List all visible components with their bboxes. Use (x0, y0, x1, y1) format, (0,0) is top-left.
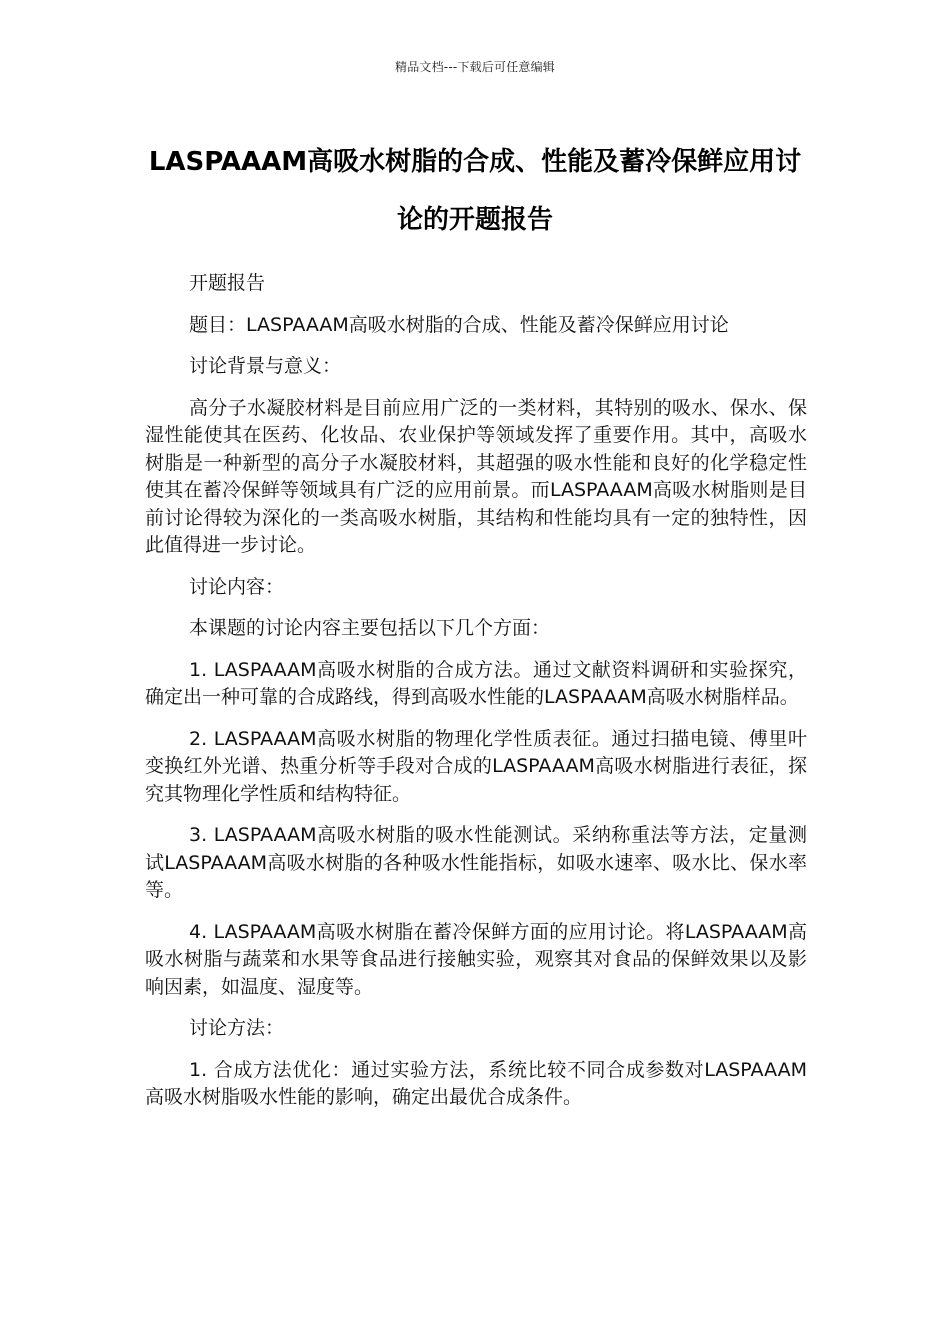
background-paragraph: 高分子水凝胶材料是目前应用广泛的一类材料，其特别的吸水、保水、保湿性能使其在医药、化妆品、农业保护等领域发挥了重要作用。其中，高吸水树脂是一种新型的高分子水凝胶材料，其超强的吸水性能和良好的化学稳定性使其在蓄冷保鲜等领域具有广泛的应用前景。而LASPAAAM高吸水树脂则是目前讨论得较为深化的一类高吸水树脂，其结构和性能均具有一定的独特性，因此值得进一步讨论。 (145, 396, 807, 556)
content-intro: 本课题的讨论内容主要包括以下几个方面： (189, 617, 551, 639)
content-item-3: 3. LASPAAAM高吸水树脂的吸水性能测试。采纳称重法等方法，定量测试LASPAAAM高吸水树脂的各种吸水性能指标，如吸水速率、吸水比、保水率等。 (145, 824, 807, 901)
content-item-4: 4. LASPAAAM高吸水树脂在蓄冷保鲜方面的应用讨论。将LASPAAAM高吸水树脂与蔬菜和水果等食品进行接触实验，观察其对食品的保鲜效果以及影响因素，如温度、湿度等。 (145, 920, 807, 998)
section-heading-content: 讨论内容： (189, 575, 285, 598)
topic-line: 题目：LASPAAAM高吸水树脂的合成、性能及蓄冷保鲜应用讨论 (189, 313, 729, 336)
content-item-2: 2. LASPAAAM高吸水树脂的物理化学性质表征。通过扫描电镜、傅里叶变换红外光谱、热重分析等手段对合成的LASPAAAM高吸水树脂进行表征，探究其物理化学性质和结构特征。 (145, 727, 807, 805)
section-heading-method: 讨论方法： (189, 1017, 285, 1039)
document-title: LASPAAAM高吸水树脂的合成、性能及蓄冷保鲜应用讨论的开题报告 (148, 147, 802, 235)
content-item-1: 1. LASPAAAM高吸水树脂的合成方法。通过文献资料调研和实验探究，确定出一种可靠的合成路线，得到高吸水性能的LASPAAAM高吸水树脂样品。 (145, 658, 807, 708)
section-heading-background: 讨论背景与意义： (189, 355, 342, 377)
page-header-note: 精品文档---下载后可任意编辑 (395, 60, 555, 74)
document-body (145, 270, 807, 1126)
method-item-1: 1. 合成方法优化：通过实验方法，系统比较不同合成参数对LASPAAAM高吸水树脂吸水性能的影响，确定出最优合成条件。 (145, 1058, 807, 1108)
heading-report: 开题报告 (189, 272, 266, 294)
